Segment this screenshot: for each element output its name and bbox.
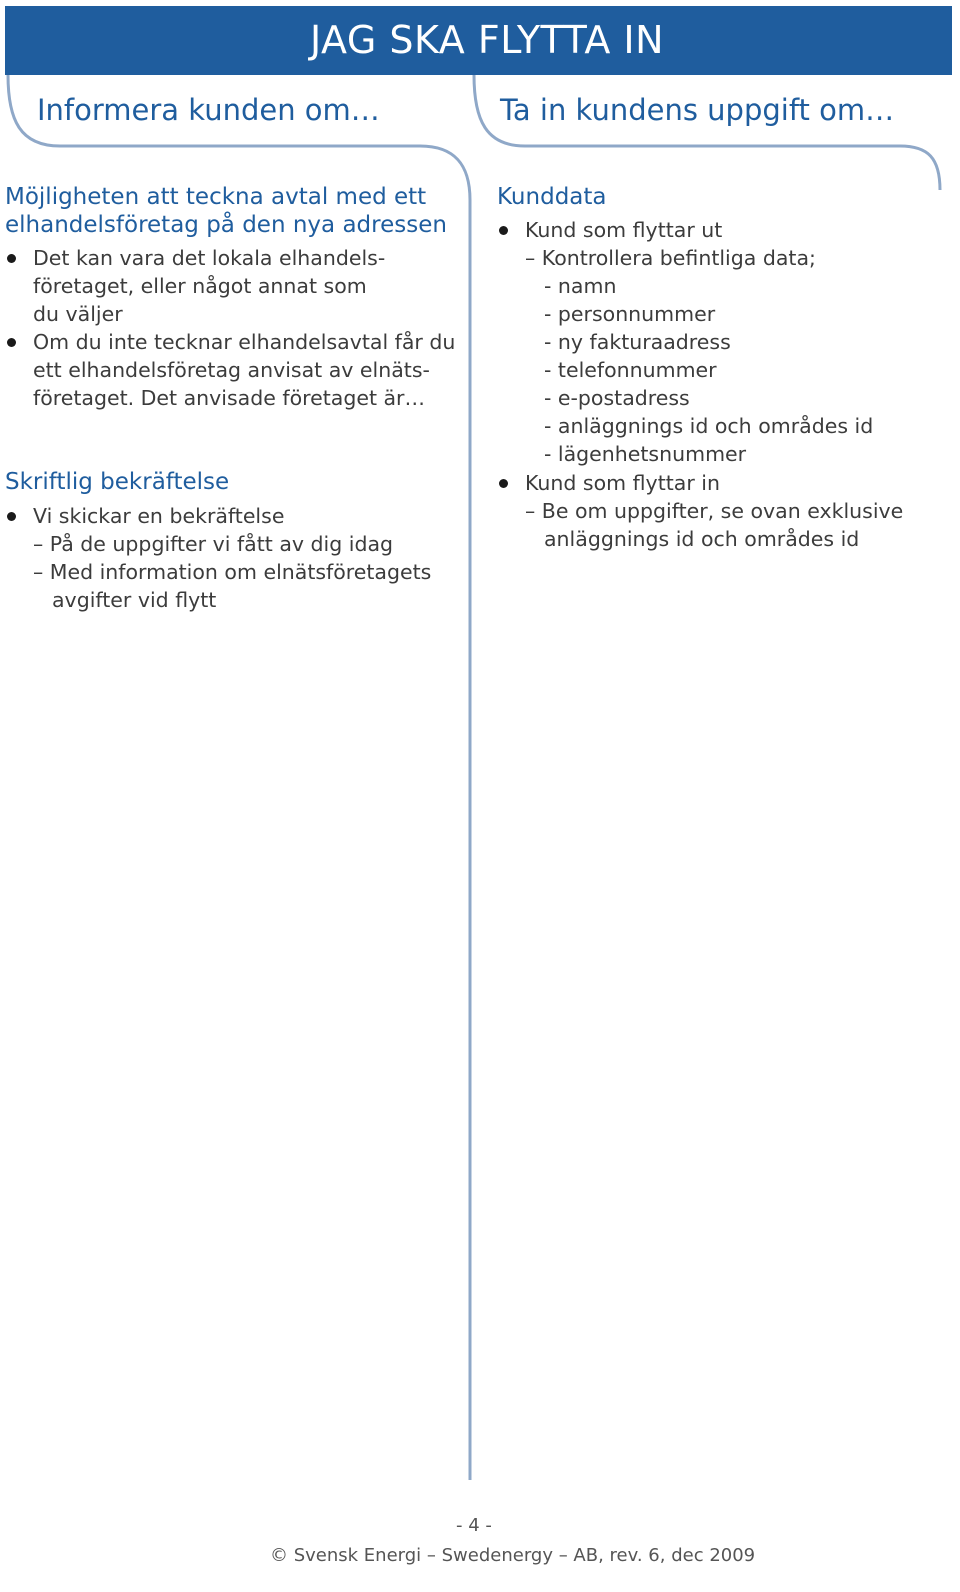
copyright-notice: © Svensk Energi – Swedenergy – AB, rev. 6, dec 2009 [270,1545,756,1566]
data-item: - personnummer [544,302,716,326]
sub-item-line: – Be om uppgifter, se ovan exklusive [525,499,904,523]
bullet-text-line: Kund som flyttar in [525,471,720,495]
sub-item-line: – Kontrollera befintliga data; [525,246,816,270]
sub-item-line: – På de uppgifter vi fått av dig idag [33,532,394,556]
bullet-icon [7,254,16,263]
bullet-icon [499,479,508,488]
sub-item-line: avgifter vid flytt [52,588,217,612]
section-title-line: Möjligheten att teckna avtal med ett [5,184,427,210]
bullet-icon [7,512,16,521]
section-title: Kunddata [497,184,607,210]
bullet-text-line: företaget, eller något annat som [33,274,367,298]
page-number: - 4 - [456,1515,492,1536]
data-item: - e-postadress [544,386,690,410]
bullet-text-line: Om du inte tecknar elhandelsavtal får du [33,330,456,354]
bullet-text-line: Vi skickar en bekräftelse [33,504,285,528]
bullet-text-line: Det kan vara det lokala elhandels- [33,246,386,270]
bullet-text-line: ett elhandelsföretag anvisat av elnäts- [33,358,430,382]
bullet-icon [499,226,508,235]
data-item: - lägenhetsnummer [544,442,747,466]
bullet-text-line: du väljer [33,302,123,326]
section-title-line: elhandelsföretag på den nya adressen [5,212,447,238]
section-title: Skriftlig bekräftelse [5,469,230,495]
bullet-text-line: företaget. Det anvisade företaget är… [33,386,425,410]
bullet-icon [7,338,16,347]
data-item: - telefonnummer [544,358,717,382]
right-column-heading: Ta in kundens uppgift om… [500,93,895,127]
data-item: - namn [544,274,617,298]
left-column-heading: Informera kunden om… [37,93,380,127]
page-title: JAG SKA FLYTTA IN [310,18,665,62]
sub-item-line: – Med information om elnätsföretagets [33,560,432,584]
bullet-text-line: Kund som flyttar ut [525,218,723,242]
data-item: - anläggnings id och områdes id [544,414,874,438]
sub-item-line: anläggnings id och områdes id [544,527,860,551]
data-item: - ny fakturaadress [544,330,731,354]
